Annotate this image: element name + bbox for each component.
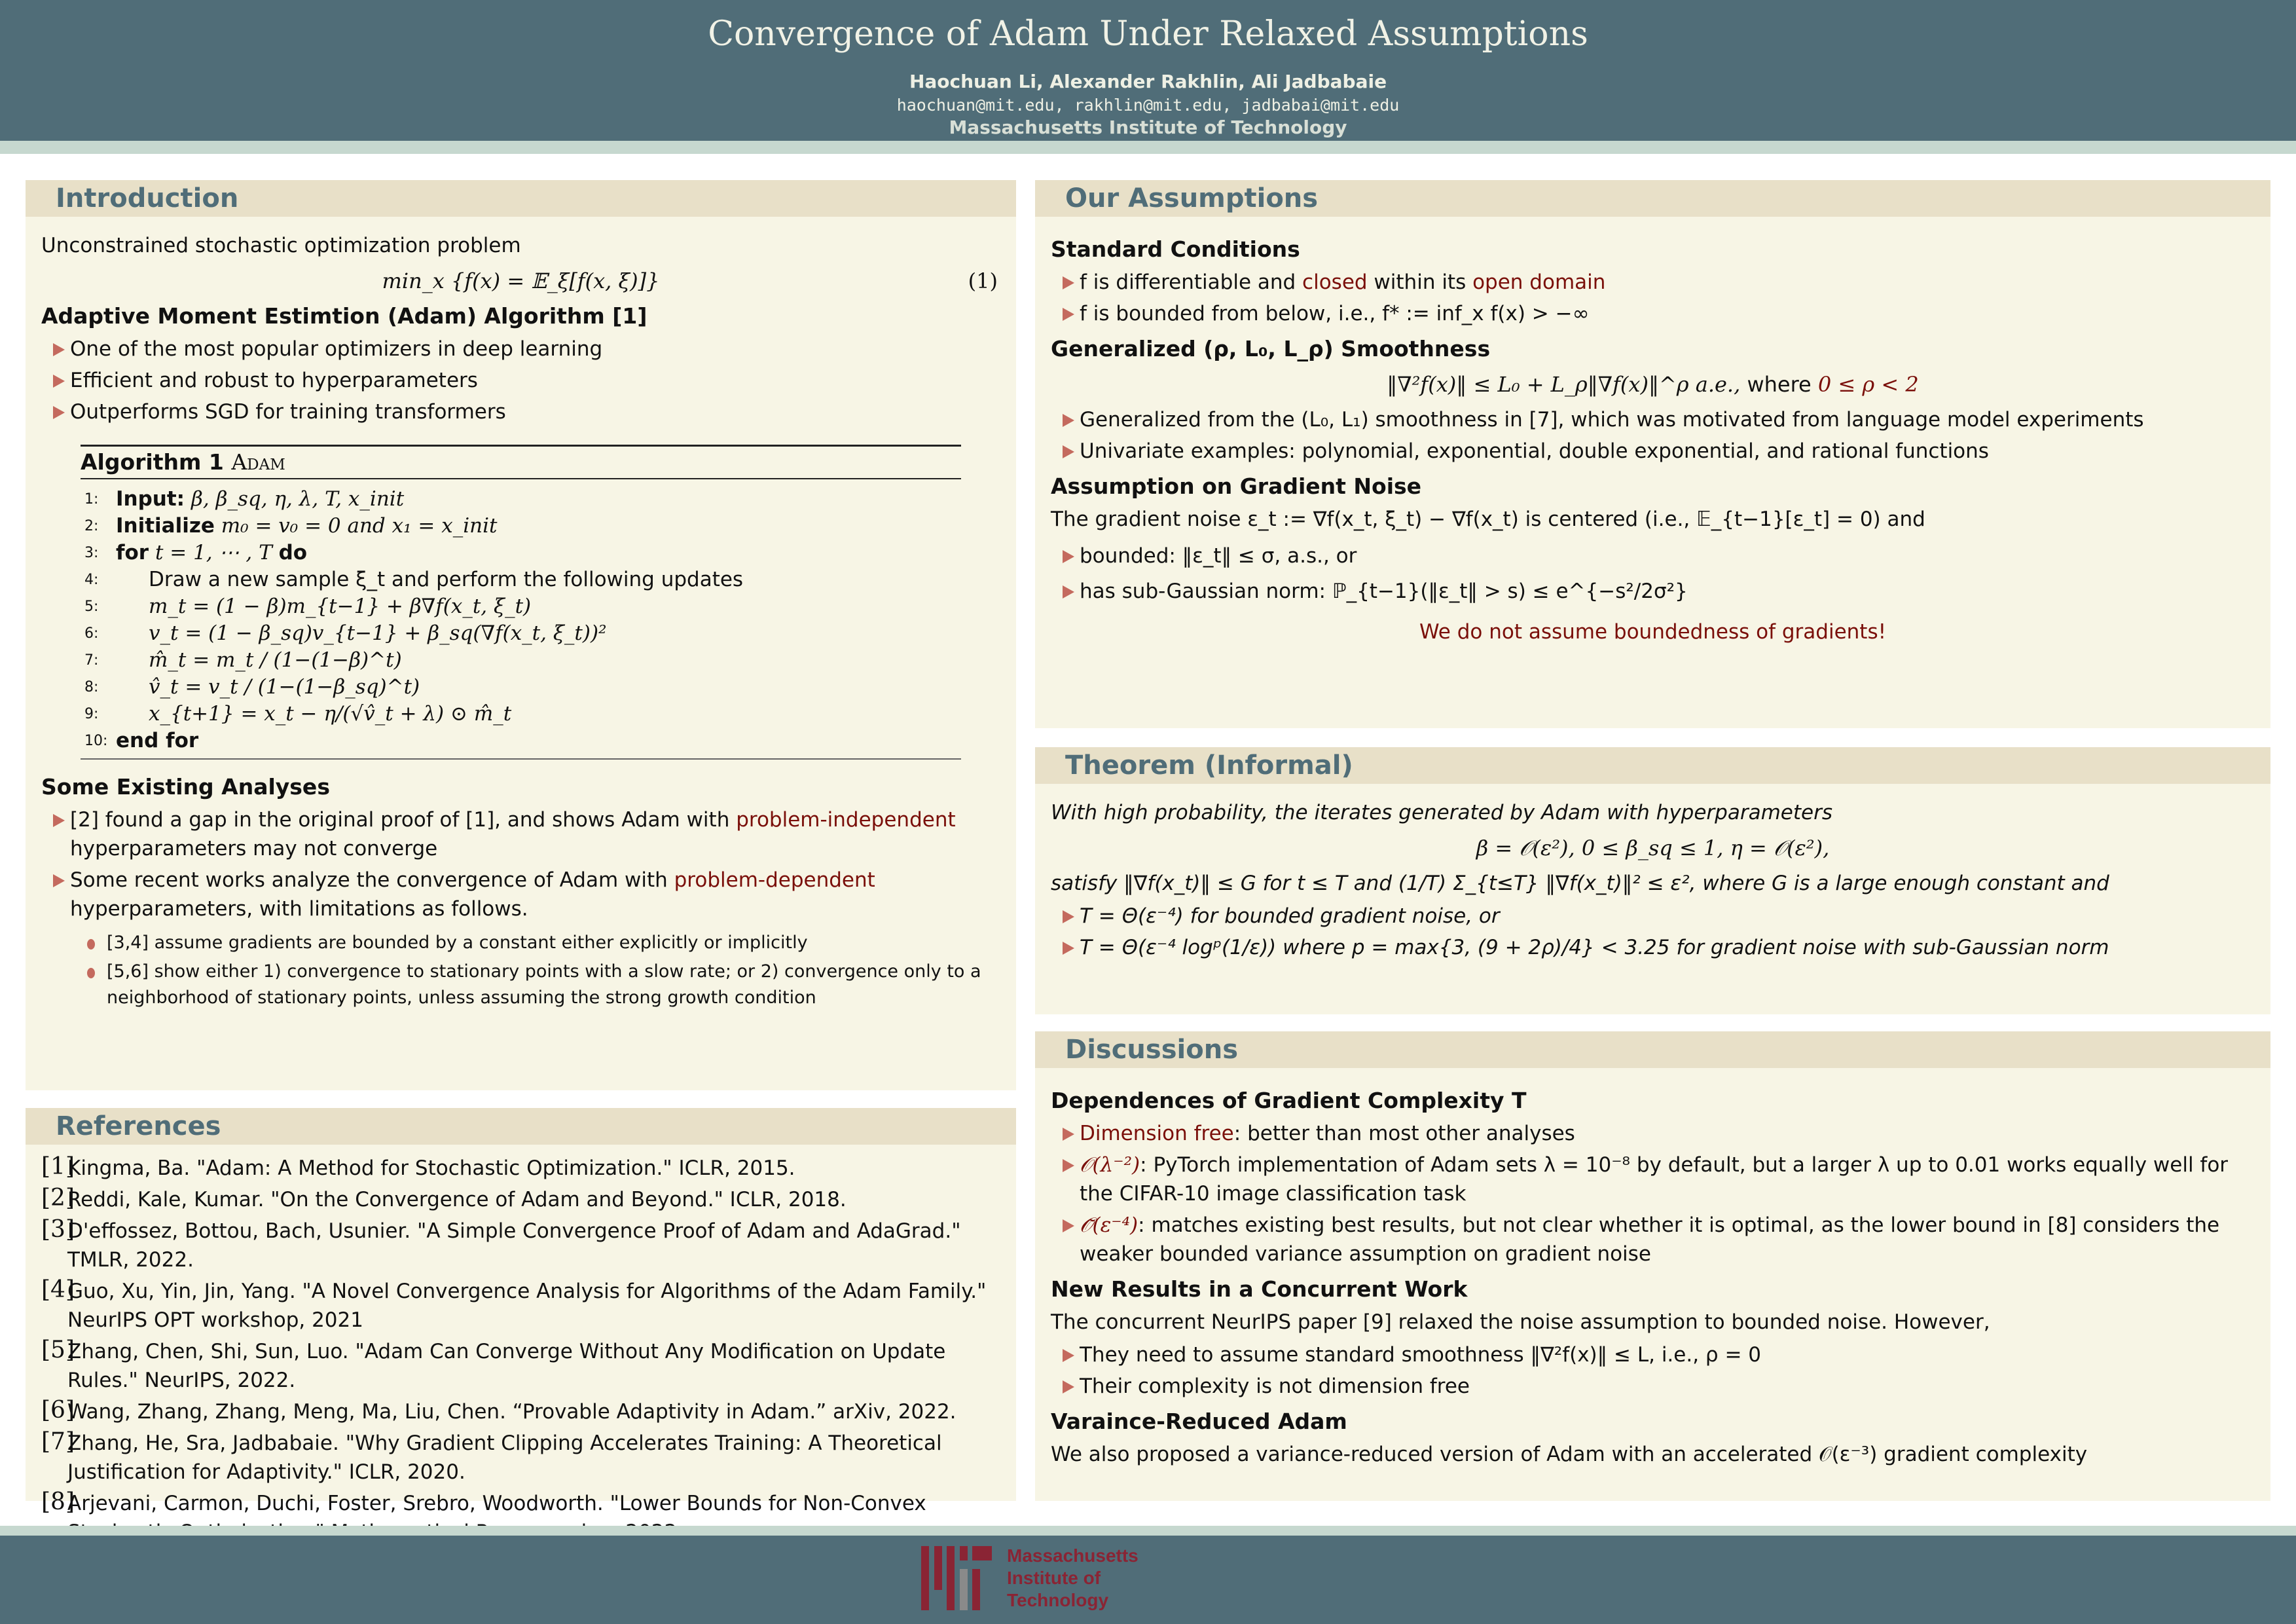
institution: Massachusetts Institute of Technology — [949, 117, 1347, 138]
list-item: One of the most popular optimizers in deep learning — [41, 335, 1000, 363]
list-item: 𝒪̃(ε⁻⁴): matches existing best results, but not clear whether it is optimal, as the lower bound in [8] considers the weaker bounded variance assumption on gradient noise — [1051, 1211, 2255, 1268]
concurrent-bullets — [1051, 1340, 2255, 1401]
panel-title: Introduction — [26, 180, 1016, 217]
triangle-bullet-icon — [1063, 1349, 1074, 1362]
triangle-bullet-icon — [1063, 585, 1074, 599]
noise-text: The gradient noise ε_t := ∇f(x_t, ξ_t) − ∇f(x_t) is centered (i.e., 𝔼_{t−1}[ε_t] = 0) and — [1051, 507, 1925, 531]
algorithm-line: 4: Draw a new sample ξ_t and perform the following updates — [84, 568, 744, 591]
list-item: They need to assume standard smoothness ‖∇²f(x)‖ ≤ L, i.e., ρ = 0 — [1051, 1340, 2255, 1369]
variance-reduced-heading: Varaince-Reduced Adam — [1051, 1409, 1347, 1434]
list-item: has sub-Gaussian norm: ℙ_{t−1}(‖ε_t‖ > s) ≤ e^{−s²/2σ²} — [1051, 577, 2255, 606]
triangle-bullet-icon — [1063, 550, 1074, 563]
triangle-bullet-icon — [53, 406, 65, 419]
header-band — [0, 141, 2296, 154]
reference-item: [6] Wang, Zhang, Zhang, Meng, Ma, Liu, Chen. “Provable Adaptivity in Adam.” arXiv, 2022. — [41, 1397, 957, 1424]
theorem-bullets — [1051, 902, 2255, 962]
intro-text: Unconstrained stochastic optimization problem — [41, 234, 521, 257]
algorithm-line: 2: Initialize m₀ = v₀ = 0 and x₁ = x_init — [84, 514, 498, 538]
standard-heading: Standard Conditions — [1051, 236, 1300, 262]
dependences-heading: Dependences of Gradient Complexity T — [1051, 1088, 1527, 1113]
list-item: Dimension free: better than most other analyses — [1051, 1119, 2255, 1148]
reference-item: [5] Zhang, Chen, Shi, Sun, Luo. "Adam Can Converge Without Any Modification on Update Rules." NeurIPS, 2022. — [41, 1337, 946, 1392]
triangle-bullet-icon — [1063, 910, 1074, 923]
smoothness-heading: Generalized (ρ, L₀, L_ρ) Smoothness — [1051, 336, 1491, 361]
triangle-bullet-icon — [1063, 1128, 1074, 1141]
concurrent-text: The concurrent NeurIPS paper [9] relaxed the noise assumption to bounded noise. However, — [1051, 1310, 1990, 1334]
reference-item: [3] D'effossez, Bottou, Bach, Usunier. "A Simple Convergence Proof of Adam and AdaGrad." TMLR, 2022. — [41, 1216, 961, 1272]
equation-number: (1) — [968, 268, 998, 293]
list-item: Their complexity is not dimension free — [1051, 1372, 2255, 1401]
list-item: T = Θ(ε⁻⁴) for bounded gradient noise, or — [1051, 902, 2255, 931]
smoothness-bullets — [1051, 405, 2255, 466]
algorithm-line: 1: Input: β, β_sq, η, λ, T, x_init — [84, 487, 405, 511]
algorithm-line: 3: for t = 1, ⋯ , T do — [84, 541, 308, 564]
poster-footer — [0, 1536, 2296, 1624]
list-item: T = Θ(ε⁻⁴ logᵖ(1/ε)) where p = max{3, (9 + 2ρ)/4} < 3.25 for gradient noise with sub-Gaussian norm — [1051, 933, 2255, 962]
algorithm-heading: Algorithm 1 Adam — [81, 449, 285, 475]
reference-item: [7] Zhang, He, Sra, Jadbabaie. "Why Gradient Clipping Accelerates Training: A Theoretical Justification for Adaptivity." ICLR, 2020. — [41, 1428, 942, 1484]
triangle-bullet-icon — [1063, 414, 1074, 427]
reference-item: [2] Reddi, Kale, Kumar. "On the Convergence of Adam and Beyond." ICLR, 2018. — [41, 1185, 847, 1211]
limitations-list — [81, 930, 1000, 1011]
algorithm-line: 6: v_t = (1 − β_sq)v_{t−1} + β_sq(∇f(x_t, ξ_t))² — [84, 621, 607, 645]
list-item: [2] found a gap in the original proof of [1], and shows Adam with problem-independent hyperparameters may not converge — [41, 805, 1000, 863]
list-item: [3,4] assume gradients are bounded by a constant either explicitly or implicitly — [81, 930, 1000, 956]
adam-heading: Adaptive Moment Estimtion (Adam) Algorithm [1] — [41, 303, 647, 329]
triangle-bullet-icon — [1063, 1380, 1074, 1393]
existing-heading: Some Existing Analyses — [41, 774, 330, 800]
algorithm-line: 5: m_t = (1 − β)m_{t−1} + β∇f(x_t, ξ_t) — [84, 595, 532, 618]
list-item: f is bounded from below, i.e., f* := inf_x f(x) > −∞ — [1051, 299, 2255, 328]
triangle-bullet-icon — [1063, 308, 1074, 321]
triangle-bullet-icon — [1063, 1219, 1074, 1232]
introduction-panel — [26, 180, 1016, 1090]
reference-item: [8] Arjevani, Carmon, Duchi, Foster, Srebro, Woodworth. "Lower Bounds for Non-Convex — [41, 1488, 926, 1515]
list-item: f is differentiable and closed within its open domain — [1051, 268, 2255, 297]
boundedness-note: We do not assume boundedness of gradients! — [1419, 620, 1887, 644]
triangle-bullet-icon — [53, 375, 65, 388]
discussions-panel — [1035, 1031, 2270, 1501]
triangle-bullet-icon — [1063, 942, 1074, 955]
list-item: Efficient and robust to hyperparameters — [41, 366, 1000, 395]
list-item: 𝒪(λ⁻²): PyTorch implementation of Adam sets λ = 10⁻⁸ by default, but a larger λ up to 0.01 works equally well for the CIFAR-10 image classification task — [1051, 1151, 2255, 1208]
triangle-bullet-icon — [53, 343, 65, 356]
assumptions-panel — [1035, 180, 2270, 728]
emails: haochuan@mit.edu, rakhlin@mit.edu, jadbabai@mit.edu — [896, 96, 1400, 115]
list-item: Some recent works analyze the convergence of Adam with problem-dependent hyperparameters, with limitations as follows. — [41, 866, 1000, 923]
theorem-satisfy: satisfy ‖∇f(x_t)‖ ≤ G for t ≤ T and (1/T) Σ_{t≤T} ‖∇f(x_t)‖² ≤ ε², where G is a large enough constant and — [1051, 872, 2109, 895]
noise-bullets — [1051, 542, 2255, 606]
triangle-bullet-icon — [1063, 445, 1074, 458]
poster-header — [0, 0, 2296, 141]
smoothness-equation: ‖∇²f(x)‖ ≤ L₀ + L_ρ‖∇f(x)‖^ρ a.e., where 0 ≤ ρ < 2 — [1387, 372, 1919, 397]
triangle-bullet-icon — [1063, 276, 1074, 289]
panel-title: Theorem (Informal) — [1035, 747, 2270, 784]
algorithm-box — [81, 445, 961, 760]
list-item: Univariate examples: polynomial, exponential, double exponential, and rational functions — [1051, 437, 2255, 466]
hyperparameter-equation: β = 𝒪(ε²), 0 ≤ β_sq ≤ 1, η = 𝒪(ε²), — [1476, 836, 1830, 860]
mit-logo-icon — [921, 1546, 993, 1610]
theorem-intro: With high probability, the iterates generated by Adam with hyperparameters — [1051, 801, 1832, 824]
algorithm-line: 10: end for — [84, 729, 199, 752]
algorithm-line: 7: m̂_t = m_t / (1−(1−β)^t) — [84, 648, 402, 672]
panel-title: Discussions — [1035, 1031, 2270, 1068]
existing-bullets — [41, 805, 1000, 923]
list-item: bounded: ‖ε_t‖ ≤ σ, a.s., or — [1051, 542, 2255, 570]
theorem-panel — [1035, 747, 2270, 1014]
concurrent-heading: New Results in a Concurrent Work — [1051, 1276, 1468, 1302]
adam-bullets — [41, 335, 1000, 426]
standard-bullets — [1051, 268, 2255, 328]
footer-band — [0, 1526, 2296, 1536]
reference-item: [1] Kingma, Ba. "Adam: A Method for Stochastic Optimization." ICLR, 2015. — [41, 1153, 795, 1180]
references-panel — [26, 1108, 1016, 1515]
dependences-bullets — [1051, 1119, 2255, 1268]
list-item: Outperforms SGD for training transformers — [41, 397, 1000, 426]
dot-bullet-icon — [87, 968, 95, 978]
panel-title: References — [26, 1108, 1016, 1145]
variance-reduced-text: We also proposed a variance-reduced version of Adam with an accelerated 𝒪(ε⁻³) gradient complexity — [1051, 1443, 2088, 1466]
authors: Haochuan Li, Alexander Rakhlin, Ali Jadbabaie — [909, 71, 1387, 92]
poster-title: Convergence of Adam Under Relaxed Assumptions — [708, 14, 1588, 54]
triangle-bullet-icon — [1063, 1159, 1074, 1172]
panel-title: Our Assumptions — [1035, 180, 2270, 217]
list-item: [5,6] show either 1) convergence to stationary points with a slow rate; or 2) convergence only to a neighborhood of stationary points, unless assuming the strong growth condition — [81, 959, 1000, 1011]
triangle-bullet-icon — [53, 814, 65, 827]
noise-heading: Assumption on Gradient Noise — [1051, 473, 1422, 499]
algorithm-line: 8: v̂_t = v_t / (1−(1−β_sq)^t) — [84, 675, 420, 699]
mit-wordmark: Massachusetts Institute of Technology — [1007, 1545, 1139, 1610]
list-item: Generalized from the (L₀, L₁) smoothness in [7], which was motivated from language model experiments — [1051, 405, 2255, 434]
reference-item: [4] Guo, Xu, Yin, Jin, Yang. "A Novel Convergence Analysis for Algorithms of the Adam Family." NeurIPS OPT workshop, 2021 — [41, 1276, 987, 1332]
triangle-bullet-icon — [53, 874, 65, 887]
algorithm-line: 9: x_{t+1} = x_t − η/(√v̂_t + λ) ⊙ m̂_t — [84, 702, 512, 726]
dot-bullet-icon — [87, 939, 95, 950]
objective-equation: min_x {f(x) = 𝔼_ξ[f(x, ξ)]} (1) — [41, 267, 1000, 295]
